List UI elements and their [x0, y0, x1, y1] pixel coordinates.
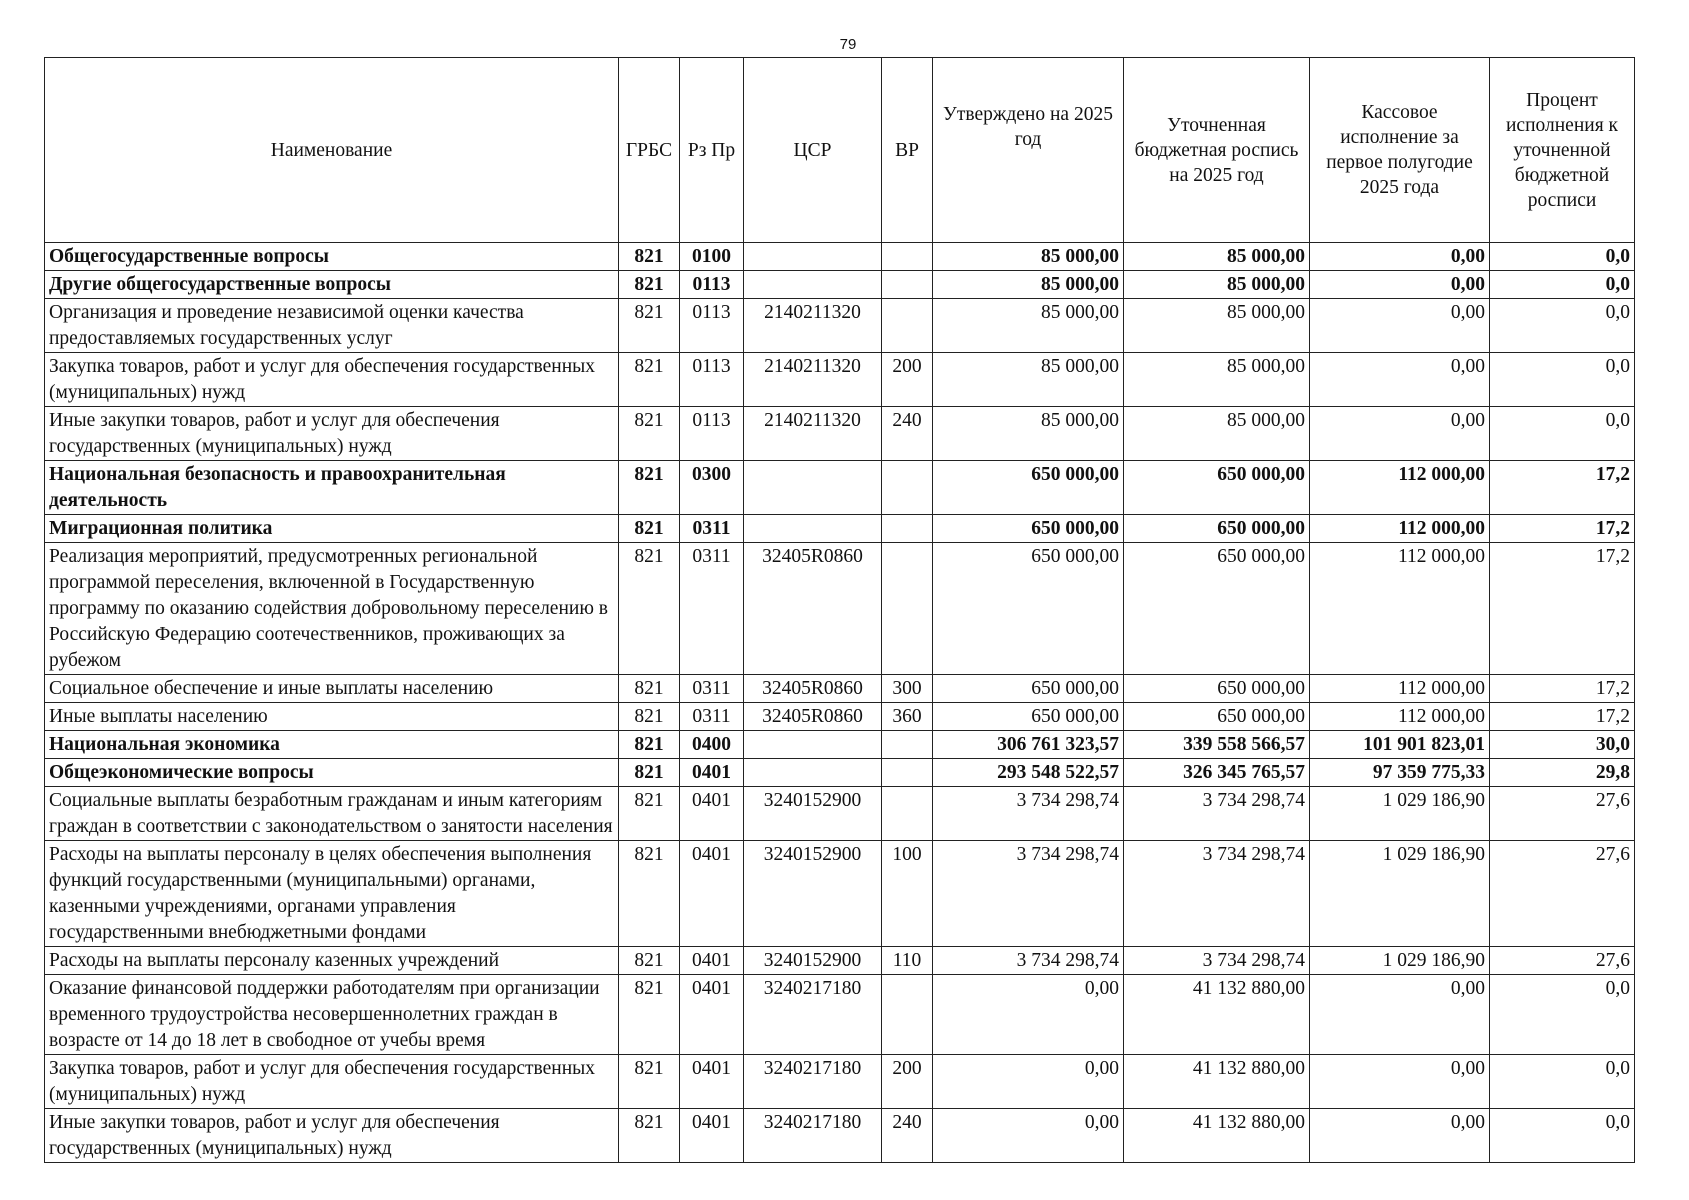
- row-csr: 3240152900: [744, 841, 882, 947]
- row-vr: [882, 461, 933, 515]
- table-row: [45, 353, 1635, 407]
- row-grbs: 821: [619, 543, 680, 675]
- row-approved: 3 734 298,74: [933, 787, 1124, 841]
- row-rzpr: 0113: [680, 407, 744, 461]
- row-refined: 41 132 880,00: [1124, 1055, 1310, 1109]
- table-row: [45, 841, 1635, 947]
- row-refined: 41 132 880,00: [1124, 1109, 1310, 1163]
- row-approved: 650 000,00: [933, 675, 1124, 703]
- row-refined: 650 000,00: [1124, 515, 1310, 543]
- row-cash: 101 901 823,01: [1310, 731, 1490, 759]
- row-percent: 17,2: [1490, 543, 1635, 675]
- row-rzpr: 0401: [680, 1109, 744, 1163]
- row-approved: 0,00: [933, 1055, 1124, 1109]
- row-csr: 2140211320: [744, 407, 882, 461]
- row-rzpr: 0311: [680, 515, 744, 543]
- row-approved: 85 000,00: [933, 353, 1124, 407]
- row-cash: 112 000,00: [1310, 461, 1490, 515]
- row-csr: [744, 461, 882, 515]
- row-name: Социальное обеспечение и иные выплаты населению: [45, 675, 619, 703]
- row-cash: 97 359 775,33: [1310, 759, 1490, 787]
- row-cash: 0,00: [1310, 353, 1490, 407]
- row-rzpr: 0113: [680, 271, 744, 299]
- row-vr: 300: [882, 675, 933, 703]
- row-refined: 85 000,00: [1124, 353, 1310, 407]
- table-row: [45, 299, 1635, 353]
- row-refined: 650 000,00: [1124, 543, 1310, 675]
- row-refined: 3 734 298,74: [1124, 841, 1310, 947]
- row-cash: 0,00: [1310, 975, 1490, 1055]
- row-rzpr: 0401: [680, 947, 744, 975]
- row-approved: 306 761 323,57: [933, 731, 1124, 759]
- row-rzpr: 0300: [680, 461, 744, 515]
- row-cash: 0,00: [1310, 271, 1490, 299]
- row-refined: 85 000,00: [1124, 407, 1310, 461]
- row-vr: 360: [882, 703, 933, 731]
- row-rzpr: 0311: [680, 703, 744, 731]
- row-rzpr: 0401: [680, 1055, 744, 1109]
- row-refined: 3 734 298,74: [1124, 947, 1310, 975]
- row-percent: 0,0: [1490, 243, 1635, 271]
- row-rzpr: 0311: [680, 543, 744, 675]
- row-vr: 240: [882, 1109, 933, 1163]
- row-grbs: 821: [619, 759, 680, 787]
- row-cash: 1 029 186,90: [1310, 947, 1490, 975]
- row-percent: 0,0: [1490, 299, 1635, 353]
- row-grbs: 821: [619, 243, 680, 271]
- row-vr: 240: [882, 407, 933, 461]
- table-row: [45, 271, 1635, 299]
- row-cash: 0,00: [1310, 1109, 1490, 1163]
- row-grbs: 821: [619, 1055, 680, 1109]
- row-approved: 85 000,00: [933, 299, 1124, 353]
- row-refined: 650 000,00: [1124, 461, 1310, 515]
- row-grbs: 821: [619, 703, 680, 731]
- table-row: [45, 515, 1635, 543]
- table-row: [45, 407, 1635, 461]
- row-cash: 1 029 186,90: [1310, 787, 1490, 841]
- row-approved: 85 000,00: [933, 407, 1124, 461]
- row-name: Иные закупки товаров, работ и услуг для обеспечения государственных (муниципальных) нужд: [45, 1109, 619, 1163]
- row-percent: 17,2: [1490, 461, 1635, 515]
- row-grbs: 821: [619, 515, 680, 543]
- row-grbs: 821: [619, 299, 680, 353]
- table-row: [45, 461, 1635, 515]
- row-refined: 339 558 566,57: [1124, 731, 1310, 759]
- table-row: [45, 243, 1635, 271]
- row-vr: 110: [882, 947, 933, 975]
- row-refined: 650 000,00: [1124, 703, 1310, 731]
- row-percent: 0,0: [1490, 1055, 1635, 1109]
- row-csr: 3240152900: [744, 787, 882, 841]
- table-row: [45, 947, 1635, 975]
- row-refined: 650 000,00: [1124, 675, 1310, 703]
- row-percent: 0,0: [1490, 1109, 1635, 1163]
- row-name: Общеэкономические вопросы: [45, 759, 619, 787]
- row-percent: 0,0: [1490, 407, 1635, 461]
- row-name: Другие общегосударственные вопросы: [45, 271, 619, 299]
- header-vr: ВР: [882, 58, 933, 243]
- row-grbs: 821: [619, 1109, 680, 1163]
- row-csr: 3240152900: [744, 947, 882, 975]
- header-approved: Утверждено на 2025 год: [933, 58, 1124, 243]
- row-name: Национальная безопасность и правоохранительная деятельность: [45, 461, 619, 515]
- row-csr: 32405R0860: [744, 543, 882, 675]
- row-csr: [744, 731, 882, 759]
- row-rzpr: 0401: [680, 841, 744, 947]
- row-rzpr: 0401: [680, 975, 744, 1055]
- row-refined: 85 000,00: [1124, 299, 1310, 353]
- row-rzpr: 0113: [680, 299, 744, 353]
- row-grbs: 821: [619, 731, 680, 759]
- row-approved: 3 734 298,74: [933, 947, 1124, 975]
- row-approved: 650 000,00: [933, 703, 1124, 731]
- row-cash: 0,00: [1310, 243, 1490, 271]
- row-csr: 2140211320: [744, 353, 882, 407]
- row-percent: 27,6: [1490, 841, 1635, 947]
- row-percent: 27,6: [1490, 947, 1635, 975]
- row-refined: 3 734 298,74: [1124, 787, 1310, 841]
- row-csr: 3240217180: [744, 975, 882, 1055]
- row-refined: 85 000,00: [1124, 271, 1310, 299]
- row-percent: 29,8: [1490, 759, 1635, 787]
- table-row: [45, 759, 1635, 787]
- table-row: [45, 1055, 1635, 1109]
- row-name: Социальные выплаты безработным гражданам и иным категориям граждан в соответствии с законодательством о занятости населения: [45, 787, 619, 841]
- row-approved: 3 734 298,74: [933, 841, 1124, 947]
- row-cash: 0,00: [1310, 299, 1490, 353]
- row-csr: [744, 271, 882, 299]
- row-refined: 85 000,00: [1124, 243, 1310, 271]
- header-csr: ЦСР: [744, 58, 882, 243]
- row-vr: [882, 299, 933, 353]
- row-percent: 17,2: [1490, 675, 1635, 703]
- row-vr: 200: [882, 353, 933, 407]
- row-vr: [882, 543, 933, 675]
- table-row: [45, 975, 1635, 1055]
- row-grbs: 821: [619, 975, 680, 1055]
- row-csr: 2140211320: [744, 299, 882, 353]
- row-csr: [744, 243, 882, 271]
- row-percent: 17,2: [1490, 703, 1635, 731]
- row-refined: 326 345 765,57: [1124, 759, 1310, 787]
- row-percent: 0,0: [1490, 353, 1635, 407]
- row-name: Иные закупки товаров, работ и услуг для обеспечения государственных (муниципальных) нужд: [45, 407, 619, 461]
- row-percent: 17,2: [1490, 515, 1635, 543]
- row-name: Общегосударственные вопросы: [45, 243, 619, 271]
- row-rzpr: 0311: [680, 675, 744, 703]
- row-approved: 293 548 522,57: [933, 759, 1124, 787]
- row-vr: [882, 759, 933, 787]
- row-vr: 200: [882, 1055, 933, 1109]
- header-rzpr: Рз Пр: [680, 58, 744, 243]
- row-cash: 0,00: [1310, 407, 1490, 461]
- row-name: Оказание финансовой поддержки работодателям при организации временного трудоустройства несовершеннолетних граждан в возрасте от 14 до 18 лет в свободное от учебы время: [45, 975, 619, 1055]
- table-row: [45, 1109, 1635, 1163]
- row-csr: [744, 759, 882, 787]
- row-vr: [882, 731, 933, 759]
- row-vr: [882, 243, 933, 271]
- row-name: Закупка товаров, работ и услуг для обеспечения государственных (муниципальных) нужд: [45, 1055, 619, 1109]
- row-csr: 3240217180: [744, 1055, 882, 1109]
- table-row: [45, 675, 1635, 703]
- row-percent: 0,0: [1490, 271, 1635, 299]
- row-grbs: 821: [619, 353, 680, 407]
- row-percent: 27,6: [1490, 787, 1635, 841]
- table-row: [45, 731, 1635, 759]
- row-vr: [882, 787, 933, 841]
- table-row: [45, 703, 1635, 731]
- row-name: Закупка товаров, работ и услуг для обеспечения государственных (муниципальных) нужд: [45, 353, 619, 407]
- row-grbs: 821: [619, 461, 680, 515]
- row-cash: 112 000,00: [1310, 703, 1490, 731]
- header-grbs: ГРБС: [619, 58, 680, 243]
- row-rzpr: 0401: [680, 787, 744, 841]
- header-cash: Кассовое исполнение за первое полугодие 2025 года: [1310, 58, 1490, 243]
- table-body: [45, 243, 1635, 1163]
- row-approved: 0,00: [933, 1109, 1124, 1163]
- row-name: Реализация мероприятий, предусмотренных региональной программой переселения, включенной в Государственную программу по оказанию содействия добровольному переселению в Российскую Федерацию соотечественников, проживающих за рубежом: [45, 543, 619, 675]
- table-row: [45, 543, 1635, 675]
- budget-execution-table: [44, 57, 1635, 1163]
- table-header-row: [45, 58, 1635, 243]
- row-rzpr: 0400: [680, 731, 744, 759]
- row-approved: 650 000,00: [933, 515, 1124, 543]
- row-percent: 30,0: [1490, 731, 1635, 759]
- row-approved: 85 000,00: [933, 243, 1124, 271]
- row-name: Расходы на выплаты персоналу казенных учреждений: [45, 947, 619, 975]
- row-name: Организация и проведение независимой оценки качества предоставляемых государственных услуг: [45, 299, 619, 353]
- row-grbs: 821: [619, 947, 680, 975]
- row-cash: 1 029 186,90: [1310, 841, 1490, 947]
- row-approved: 0,00: [933, 975, 1124, 1055]
- table-row: [45, 787, 1635, 841]
- row-approved: 85 000,00: [933, 271, 1124, 299]
- row-refined: 41 132 880,00: [1124, 975, 1310, 1055]
- row-percent: 0,0: [1490, 975, 1635, 1055]
- header-refined: Уточненная бюджетная роспись на 2025 год: [1124, 58, 1310, 243]
- row-grbs: 821: [619, 675, 680, 703]
- row-csr: 3240217180: [744, 1109, 882, 1163]
- row-cash: 112 000,00: [1310, 543, 1490, 675]
- row-grbs: 821: [619, 407, 680, 461]
- row-vr: [882, 515, 933, 543]
- row-grbs: 821: [619, 841, 680, 947]
- page-number: 79: [839, 36, 857, 53]
- header-name: Наименование: [45, 58, 619, 243]
- row-rzpr: 0100: [680, 243, 744, 271]
- row-name: Расходы на выплаты персоналу в целях обеспечения выполнения функций государственными (муниципальными) органами, казенными учреждениями, органами управления государственными внебюджетными фондами: [45, 841, 619, 947]
- row-cash: 112 000,00: [1310, 515, 1490, 543]
- row-grbs: 821: [619, 787, 680, 841]
- row-vr: [882, 271, 933, 299]
- row-name: Национальная экономика: [45, 731, 619, 759]
- row-cash: 0,00: [1310, 1055, 1490, 1109]
- row-approved: 650 000,00: [933, 461, 1124, 515]
- row-rzpr: 0401: [680, 759, 744, 787]
- row-name: Миграционная политика: [45, 515, 619, 543]
- row-vr: [882, 975, 933, 1055]
- row-rzpr: 0113: [680, 353, 744, 407]
- header-percent: Процент исполнения к уточненной бюджетной росписи: [1490, 58, 1635, 243]
- row-name: Иные выплаты населению: [45, 703, 619, 731]
- row-grbs: 821: [619, 271, 680, 299]
- row-vr: 100: [882, 841, 933, 947]
- row-csr: 32405R0860: [744, 675, 882, 703]
- row-csr: 32405R0860: [744, 703, 882, 731]
- row-approved: 650 000,00: [933, 543, 1124, 675]
- row-csr: [744, 515, 882, 543]
- row-cash: 112 000,00: [1310, 675, 1490, 703]
